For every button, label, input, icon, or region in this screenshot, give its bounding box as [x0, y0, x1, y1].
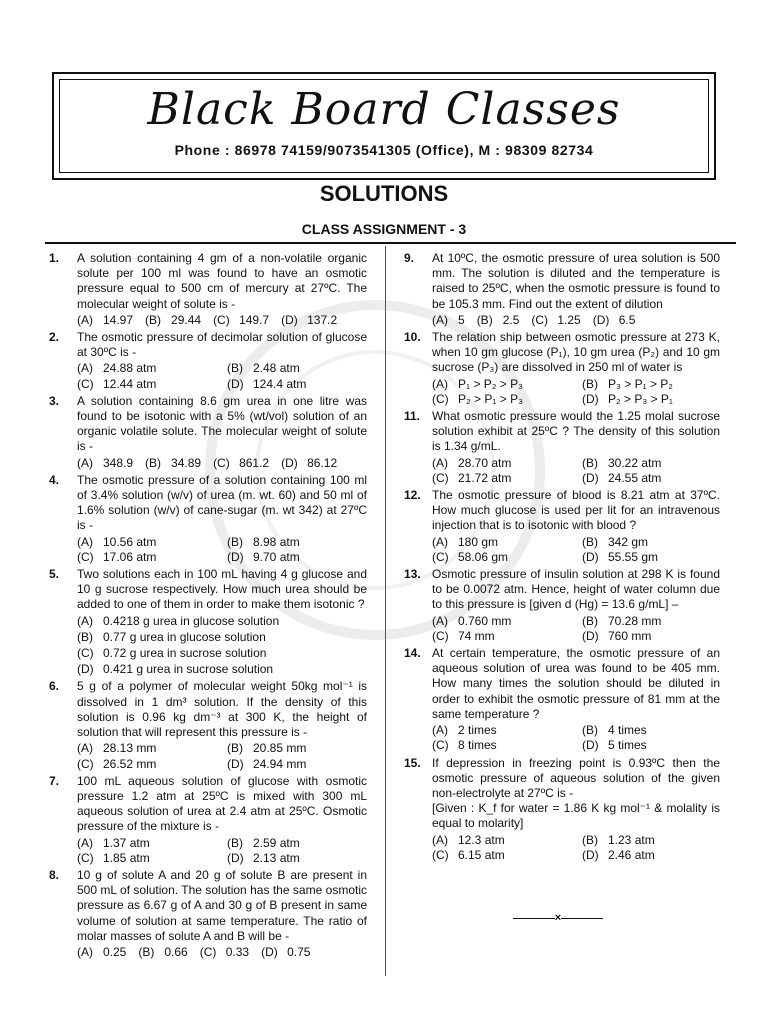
question-item	[45, 330, 367, 392]
question-text: 10 g of solute A and 20 g of solute B are present in 500 mL of solution. The solution has the same osmotic pressure as 6.67 g of A and 30 g of B present in same volume of solution at same temperature. The ratio of molar masses of solute A and B will be -	[77, 867, 367, 943]
options-list	[432, 313, 720, 328]
question-number: 3.	[49, 393, 60, 408]
option-value: P₃ > P₁ > P₂	[608, 376, 673, 391]
option-value: 9.70 atm	[253, 549, 300, 564]
option	[582, 833, 732, 848]
option-letter: (A)	[77, 534, 93, 549]
question-text: If depression in freezing point is 0.93ºC then the osmotic pressure of aqueous solution of the given non-electrolyte at 27ºC is -	[432, 755, 720, 800]
assignment-subtitle: CLASS ASSIGNMENT - 3	[301, 221, 467, 237]
question-item	[400, 756, 720, 863]
option-value: 21.72 atm	[458, 470, 512, 485]
option-letter: (A)	[432, 723, 448, 738]
page-title: SOLUTIONS	[319, 181, 449, 206]
option	[582, 456, 732, 471]
option-value: 180 gm	[458, 534, 499, 549]
option-letter: (B)	[476, 312, 493, 327]
question-text: The osmotic pressure of a solution containing 100 ml of 3.4% solution (w/v) of urea (m. wt. 60) and 50 ml of 1.6% solution (w/v) of cane-sugar (m. wt 342) at 27ºC is -	[77, 472, 367, 533]
option	[432, 535, 582, 550]
option-value: 5 times	[608, 738, 647, 753]
option-letter: (B)	[582, 455, 598, 470]
question-item	[45, 473, 367, 565]
option	[432, 629, 582, 644]
option-value: P₁ > P₂ > P₃	[458, 376, 523, 391]
options-list	[77, 456, 367, 471]
question-item	[45, 774, 367, 866]
option	[432, 471, 582, 486]
option	[582, 738, 732, 753]
option	[77, 535, 227, 550]
option-value: 4 times	[608, 723, 647, 738]
option-letter: (B)	[582, 376, 598, 391]
question-number: 11.	[404, 409, 421, 424]
option-value: 2 times	[458, 723, 497, 738]
question-text: 5 g of a polymer of molecular weight 50kg mol⁻¹ is dissolved in 1 dm³ solution. If the density of this solution is 0.96 kg dm⁻³ at 300 K, the height of solution that will represent this pressure is -	[77, 679, 367, 740]
option-value: 12.3 atm	[458, 832, 505, 847]
option-value: 1.85 atm	[103, 850, 150, 865]
question-item	[400, 251, 720, 328]
question-number: 9.	[404, 251, 415, 265]
option-value: 12.44 atm	[103, 376, 157, 391]
option	[200, 945, 249, 960]
option-letter: (A)	[77, 613, 93, 628]
option-value: 861.2	[239, 455, 270, 470]
option-value: 14.97	[103, 312, 134, 327]
question-number: 4.	[49, 472, 60, 487]
option	[213, 456, 269, 471]
option-letter: (D)	[582, 391, 599, 406]
option-letter: (C)	[432, 470, 449, 485]
question-number: 8.	[49, 867, 60, 882]
option	[531, 313, 580, 328]
option	[77, 646, 367, 661]
option	[582, 535, 732, 550]
option-value: 137.2	[307, 312, 338, 327]
option	[593, 313, 636, 328]
question-number: 14.	[404, 646, 421, 661]
options-list	[432, 614, 720, 644]
option-value: 28.13 mm	[103, 741, 157, 756]
option-value: 10.56 atm	[103, 534, 157, 549]
option-value: 86.12	[307, 455, 338, 470]
option-letter: (D)	[582, 549, 599, 564]
option	[432, 313, 465, 328]
option	[582, 392, 732, 407]
option	[227, 550, 377, 565]
question-text: The osmotic pressure of decimolar solution of glucose at 30ºC is -	[77, 330, 367, 360]
option-value: 2.48 atm	[253, 361, 300, 376]
option-letter: (B)	[145, 455, 162, 470]
question-text: Osmotic pressure of insulin solution at 298 K is found to be 0.0072 atm. Hence, height of water column due to this pressure is [given d (Hg) = 13.6 g/mL] –	[432, 567, 720, 612]
option-value: 124.4 atm	[253, 376, 307, 391]
option-value: 2.5	[502, 312, 520, 327]
question-text: 100 mL aqueous solution of glucose with osmotic pressure 1.2 atm at 25ºC is mixed with 300 mL aqueous solution of urea at 2.4 atm at 25ºC. Osmotic pressure of the mixture is -	[77, 773, 367, 834]
option-letter: (B)	[582, 534, 598, 549]
option-letter: (C)	[213, 312, 230, 327]
option-value: 29.44	[171, 312, 202, 327]
option-letter: (B)	[582, 832, 598, 847]
option	[77, 313, 133, 328]
title-rule	[45, 242, 736, 244]
option-letter: (A)	[77, 835, 93, 850]
question-text: Two solutions each in 100 mL having 4 g glucose and 10 g sucrose respectively. How much urea should be added to one of them in order to make them isotonic ?	[77, 567, 367, 612]
question-note: [Given : K_f for water = 1.86 K kg mol⁻¹ & molality is equal to molarity]	[432, 801, 720, 831]
question-number: 7.	[49, 773, 60, 788]
option-letter: (A)	[432, 534, 448, 549]
question-item	[400, 409, 720, 486]
header-box	[52, 72, 716, 180]
option-value: 55.55 gm	[608, 549, 659, 564]
option-letter: (A)	[77, 944, 93, 959]
option	[227, 851, 377, 866]
option-value: 2.59 atm	[253, 835, 300, 850]
option	[261, 945, 310, 960]
option-value: 0.75	[287, 944, 311, 959]
option-letter: (D)	[227, 850, 244, 865]
option-value: 0.72 g urea in sucrose solution	[103, 646, 267, 661]
option-value: 6.15 atm	[458, 847, 505, 862]
option-value: 0.66	[164, 944, 188, 959]
option	[77, 662, 367, 677]
option	[582, 848, 732, 863]
option	[77, 757, 227, 772]
option-letter: (D)	[77, 662, 94, 677]
option-value: 1.23 atm	[608, 832, 655, 847]
option	[582, 723, 732, 738]
option-letter: (C)	[77, 376, 94, 391]
option-value: 28.70 atm	[458, 455, 512, 470]
option-letter: (A)	[77, 741, 93, 756]
option-letter: (B)	[145, 312, 162, 327]
option-letter: (B)	[138, 944, 155, 959]
option-letter: (D)	[227, 376, 244, 391]
option-value: 1.25	[557, 312, 581, 327]
question-item	[45, 868, 367, 960]
option	[432, 833, 582, 848]
option	[77, 377, 227, 392]
option-value: 24.88 atm	[103, 361, 157, 376]
option-letter: (B)	[227, 534, 243, 549]
option	[145, 313, 201, 328]
option-value: 342 gm	[608, 534, 649, 549]
question-number: 1.	[49, 251, 60, 265]
option	[77, 630, 367, 645]
option	[582, 614, 732, 629]
option-letter: (B)	[77, 629, 93, 644]
option-value: 760 mm	[608, 628, 652, 643]
option-value: 8 times	[458, 738, 497, 753]
question-text: At certain temperature, the osmotic pressure of an aqueous solution of urea was found to be 405 mm. How many times the solution should be diluted in order to exhibit the osmotic pressure of 81 mm at the same temperature ?	[432, 646, 720, 721]
option	[477, 313, 520, 328]
option	[227, 535, 377, 550]
option	[432, 723, 582, 738]
question-item	[400, 488, 720, 565]
left-column	[45, 251, 367, 962]
options-list	[432, 723, 720, 753]
question-number: 6.	[49, 679, 60, 694]
question-text: The relation ship between osmotic pressure at 273 K, when 10 gm glucose (P₁), 10 gm urea (P₂) and 10 gm sucrose (P₃) are dissolved in 250 ml of water is	[432, 330, 720, 375]
options-list	[432, 833, 720, 863]
options-list	[77, 361, 367, 391]
question-number: 10.	[404, 330, 421, 345]
option-value: 24.94 mm	[253, 756, 307, 771]
option-letter: (D)	[281, 455, 298, 470]
option-letter: (B)	[227, 835, 243, 850]
option-letter: (A)	[432, 312, 448, 327]
option-letter: (D)	[582, 847, 599, 862]
options-list	[77, 313, 367, 328]
option-value: 34.89	[171, 455, 202, 470]
question-text: At 10ºC, the osmotic pressure of urea solution is 500 mm. The solution is diluted and the temperature is raised to 25ºC, when the osmotic pressure is found to be 105.3 mm. Find out the extent of dilution	[432, 251, 720, 311]
option-letter: (C)	[77, 646, 94, 661]
option-value: 5	[458, 312, 465, 327]
options-list	[77, 614, 367, 678]
option-value: 0.421 g urea in sucrose solution	[103, 662, 274, 677]
option	[582, 377, 732, 392]
option	[432, 456, 582, 471]
option-letter: (D)	[227, 549, 244, 564]
option	[432, 738, 582, 753]
option-letter: (A)	[77, 312, 93, 327]
question-text: A solution containing 8.6 gm urea in one litre was found to be isotonic with a 5% (wt/vol) solution of an organic volatile solute. The molecular weight of solute is -	[77, 393, 367, 454]
option-letter: (A)	[432, 832, 448, 847]
option	[281, 456, 337, 471]
option-value: 2.46 atm	[608, 847, 655, 862]
option-letter: (D)	[281, 312, 298, 327]
option-letter: (A)	[432, 455, 448, 470]
option	[432, 392, 582, 407]
option-value: 1.37 atm	[103, 835, 150, 850]
option	[582, 550, 732, 565]
option-letter: (C)	[432, 738, 449, 753]
option-letter: (B)	[227, 741, 243, 756]
option	[77, 741, 227, 756]
option-value: 26.52 mm	[103, 756, 157, 771]
options-list	[432, 535, 720, 565]
options-list	[77, 836, 367, 866]
option-letter: (C)	[77, 549, 94, 564]
question-number: 5.	[49, 567, 60, 582]
question-item	[45, 394, 367, 471]
options-list	[432, 377, 720, 407]
option	[145, 456, 201, 471]
option	[432, 614, 582, 629]
option-value: 0.25	[103, 944, 127, 959]
option-letter: (C)	[432, 847, 449, 862]
question-item	[45, 567, 367, 677]
option-value: 0.4218 g urea in glucose solution	[103, 613, 280, 628]
option-value: 0.77 g urea in glucose solution	[103, 629, 266, 644]
option-letter: (B)	[582, 613, 598, 628]
question-item	[400, 330, 720, 407]
option-letter: (C)	[77, 850, 94, 865]
question-number: 15.	[404, 755, 421, 770]
option	[582, 629, 732, 644]
option-letter: (C)	[531, 312, 549, 327]
options-list	[432, 456, 720, 486]
question-item	[400, 567, 720, 644]
option	[281, 313, 337, 328]
option-letter: (A)	[432, 613, 448, 628]
option-letter: (A)	[77, 361, 93, 376]
question-number: 13.	[404, 567, 421, 582]
option-letter: (C)	[213, 455, 230, 470]
option	[77, 851, 227, 866]
option-letter: (C)	[432, 391, 449, 406]
option-letter: (A)	[432, 376, 448, 391]
question-number: 2.	[49, 330, 60, 345]
option-letter: (D)	[582, 470, 599, 485]
option-letter: (D)	[261, 944, 278, 959]
option-value: 348.9	[103, 455, 134, 470]
option-value: 17.06 atm	[103, 549, 157, 564]
option-value: 70.28 mm	[608, 613, 662, 628]
option-letter: (C)	[432, 549, 449, 564]
question-item	[45, 251, 367, 328]
options-list	[77, 945, 367, 960]
option	[432, 550, 582, 565]
option-letter: (B)	[227, 361, 243, 376]
option	[582, 471, 732, 486]
option-value: 74 mm	[458, 628, 495, 643]
option-letter: (D)	[227, 756, 244, 771]
option-value: 8.98 atm	[253, 534, 300, 549]
option	[227, 836, 377, 851]
option-value: 149.7	[239, 312, 270, 327]
option-value: 6.5	[618, 312, 636, 327]
option-letter: (D)	[582, 738, 599, 753]
question-text: A solution containing 4 gm of a non-volatile organic solute per 100 ml was found to have an osmotic pressure equal to 500 cm of mercury at 27ºC. The molecular weight of solute is -	[77, 251, 367, 311]
option	[77, 836, 227, 851]
question-item	[45, 679, 367, 771]
option-value: P₂ > P₁ > P₃	[458, 391, 523, 406]
options-list	[77, 741, 367, 771]
option	[432, 848, 582, 863]
right-column	[400, 251, 720, 865]
options-list	[77, 535, 367, 565]
option	[77, 614, 367, 629]
question-item	[400, 646, 720, 753]
option-letter: (C)	[432, 628, 449, 643]
brand-name: Black Board Classes	[147, 84, 621, 135]
option	[77, 945, 126, 960]
column-divider	[385, 246, 386, 976]
option-value: 20.85 mm	[253, 741, 307, 756]
option-value: 30.22 atm	[608, 455, 662, 470]
option-value: 2.13 atm	[253, 850, 300, 865]
phone-line: Phone : 86978 74159/9073541305 (Office), M : 98309 82734	[174, 142, 594, 158]
option-letter: (A)	[77, 455, 93, 470]
option-value: 0.33	[225, 944, 250, 959]
end-mark: ×	[510, 912, 606, 924]
option	[432, 377, 582, 392]
option	[77, 550, 227, 565]
option-value: 24.55 atm	[608, 470, 662, 485]
option-value: 0.760 mm	[458, 613, 512, 628]
option	[77, 361, 227, 376]
option-letter: (C)	[199, 944, 217, 959]
option-letter: (B)	[582, 723, 598, 738]
question-text: The osmotic pressure of blood is 8.21 atm at 37ºC. How much glucose is used per lit for an intravenous injection that is to isotonic with blood ?	[432, 488, 720, 533]
option	[227, 741, 377, 756]
option-value: P₂ > P₃ > P₁	[608, 391, 673, 406]
option	[77, 456, 133, 471]
option-letter: (D)	[582, 628, 599, 643]
option-letter: (D)	[592, 312, 610, 327]
question-text: What osmotic pressure would the 1.25 molal sucrose solution exhibit at 25ºC ? The density of this solution is 1.34 g/mL.	[432, 409, 720, 454]
option	[227, 361, 377, 376]
option	[227, 757, 377, 772]
option-value: 58.06 gm	[458, 549, 509, 564]
option	[227, 377, 377, 392]
question-number: 12.	[404, 488, 421, 503]
option	[138, 945, 187, 960]
option-letter: (C)	[77, 756, 94, 771]
option	[213, 313, 269, 328]
